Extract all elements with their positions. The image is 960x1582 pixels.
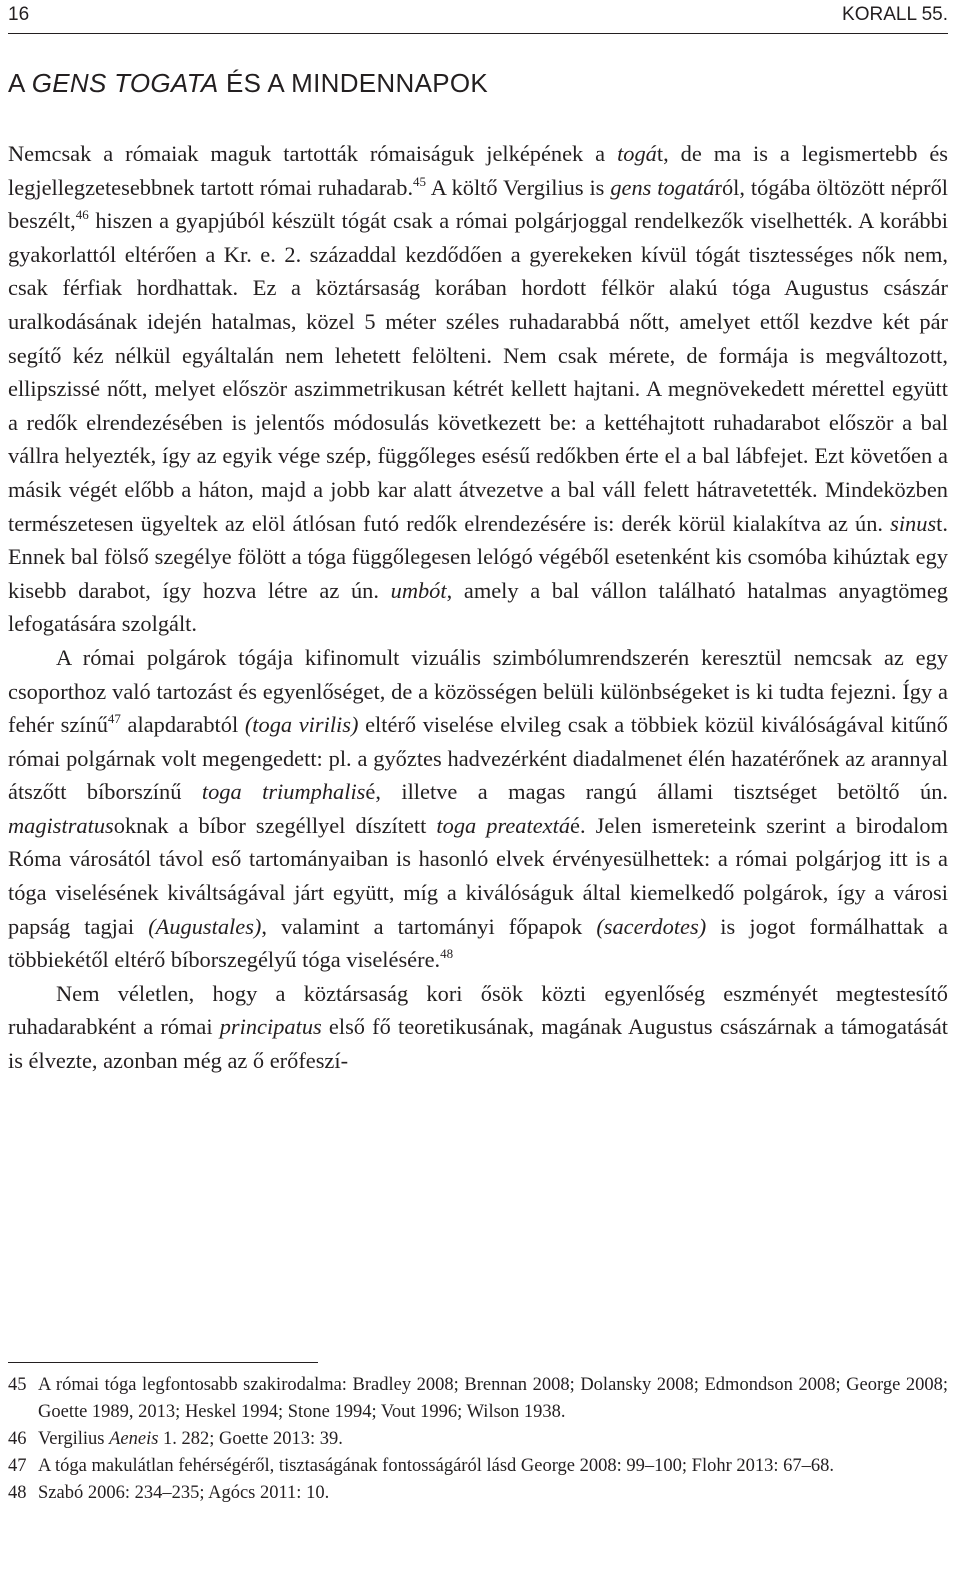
- text-run: t. Ennek bal fölső szegélye fölött a tóga függőlegesen lelógó végéből esetenként kis csomóba kihúztak egy kisebb darabot, így hozva létre az ún.: [8, 510, 948, 603]
- footnote-text: [38, 1372, 948, 1426]
- footnote: [8, 1372, 948, 1426]
- footnote-text: [38, 1426, 948, 1453]
- text-run: Szabó 2006: 234–235; Agócs 2011: 10.: [38, 1483, 330, 1503]
- text-run: alapdarabtól: [120, 712, 245, 738]
- body-text: [8, 137, 948, 1078]
- text-run: , amely a bal vállon található hatalmas anyagtömeg lefogatására szolgált.: [8, 577, 948, 637]
- italic-run: umbót: [390, 577, 447, 603]
- italic-run: gens togatá: [610, 174, 715, 200]
- text-run: Nem véletlen, hogy a köztársaság kori ősök közti egyenlőség eszményét megtestesítő ruhadarabként a római: [8, 980, 948, 1040]
- text-run: é. Jelen ismereteink szerint a birodalom Róma városától távol eső tartományaiban is hasonló elvek érvényesülhettek: a római polgárjog itt is a tóga viselésének kiváltságával járt együtt, míg a kiválóságuk által kiemelkedő polgárok, így a városi papság tagjai: [8, 812, 948, 939]
- footnote-rule: [8, 1362, 318, 1363]
- footnote-ref: 48: [440, 946, 454, 962]
- italic-run: Aeneis: [109, 1429, 159, 1449]
- paragraph: [8, 977, 948, 1078]
- italic-run: sinus: [890, 510, 937, 536]
- footnote-ref: 45: [413, 173, 427, 189]
- footnote-ref: 46: [75, 207, 89, 223]
- page-number: 16: [8, 4, 30, 25]
- footnote-text: [38, 1480, 948, 1507]
- text-run: eltérő viselése elvileg csak a többiek közül kiválóságával kitűnő római polgárnak volt megengedett: pl. a győztes hadvezérként diadalmenet élén hazatérőnek az arannyal átszőtt bíborszínű: [8, 712, 948, 805]
- footnote-text: [38, 1453, 948, 1480]
- italic-run: (toga virilis): [244, 712, 359, 738]
- footnote: [8, 1480, 948, 1507]
- footnote-ref: 47: [107, 711, 121, 727]
- footnote-number: 47: [8, 1456, 27, 1476]
- text-run: A tóga makulátlan fehérségéről, tisztaságának fontosságáról lásd George 2008: 99–100; Flohr 2013: 67–68.: [38, 1456, 835, 1476]
- italic-run: togá: [617, 141, 657, 166]
- italic-run: (sacerdotes): [596, 913, 707, 939]
- text-run: A költő Vergilius is: [426, 174, 611, 200]
- text-run: 1. 282; Goette 2013: 39.: [158, 1429, 343, 1449]
- paragraph: [8, 641, 948, 977]
- text-run: is jogot formálhattak a többiekétől eltérő bíborszegélyű tóga viselésére.: [8, 913, 948, 973]
- text-run: hiszen a gyapjúból készült tógát csak a római polgárjoggal rendelkezők viselhették. A korábbi gyakorlattól eltérően a Kr. e. 2. századdal kezdődően a gyerekeken kívül tógát tisztességes nők nem, csak férfiak hordhattak. Ez a köztársaság korában hordott félkör alakú tóga Augustus császár uralkodásának idején hatalmas, közel 5 méter széles ruhadarabbá nőtt, amelyet ettől kezdve két pár segítő kéz nélkül egyáltalán nem lehetett felölteni. Nem csak mérete, de formája is megváltozott, ellipszissé nőtt, melyet először aszimmetrikusan kétrét kellett hajtani. A megnövekedett mérettel együtt a redők elrendezésében is jelentős módosulás következett be: a kettéhajtott ruhadarabot először a bal vállra helyezték, így az egyik vége szép, függőleges esésű redőkben érte el a bal lábfejet. Ezt követően a másik végét előbb a háton, majd a jobb kar alatt átvezetve a bal váll felett hátravetették. Mindeközben természetesen ügyeltek az elöl átlósan futó redők elrendezésére is: derék körül kialakítva az ún.: [8, 208, 948, 536]
- text-run: első fő teoretikusának, magának Augustus császárnak a támogatását is élvezte, azonban még az ő erőfeszí-: [8, 1014, 948, 1074]
- text-run: Vergilius: [38, 1429, 110, 1449]
- page-header: [8, 2, 948, 30]
- footnote-number: 45: [8, 1375, 27, 1395]
- text-run: t, de ma is a legismertebb és legjellegzetesebbnek tartott római ruhadarab.: [8, 141, 948, 200]
- footnote: [8, 1426, 948, 1453]
- journal-title: KORALL 55.: [842, 4, 948, 25]
- footnotes: [8, 1372, 948, 1507]
- text-run: ról, tógába öltözött népről beszélt,: [8, 174, 948, 234]
- footnote: [8, 1453, 948, 1480]
- italic-run: principatus: [219, 1014, 322, 1040]
- section-title-part2: ÉS A MINDENNAPOK: [218, 68, 489, 98]
- text-run: Nemcsak a rómaiak maguk tartották rómaiságuk jelképének a: [8, 141, 618, 166]
- italic-run: magistratus: [8, 812, 114, 838]
- italic-run: (Augustales): [148, 913, 262, 939]
- section-title: [8, 68, 948, 99]
- section-title-italic: GENS TOGATA: [31, 68, 219, 98]
- text-run: A római tóga legfontosabb szakirodalma: Bradley 2008; Brennan 2008; Dolansky 2008; Edmondson 2008; George 2008; Goette 1989, 2013; Heskel 1994; Stone 1994; Vout 1996; Wilson 1938.: [38, 1375, 948, 1422]
- italic-run: toga preatextá: [436, 812, 571, 838]
- footnote-number: 46: [8, 1429, 27, 1449]
- footnote-number: 48: [8, 1483, 27, 1503]
- text-run: oknak a bíbor szegéllyel díszített: [113, 812, 437, 838]
- section-title-part1: A: [8, 68, 32, 98]
- header-rule: [8, 33, 948, 34]
- text-run: é, illetve a magas rangú állami tisztséget betöltő ún.: [365, 779, 949, 805]
- text-run: , valamint a tartományi főpapok: [261, 913, 597, 939]
- text-run: A római polgárok tógája kifinomult vizuális szimbólumrendszerén keresztül nemcsak az egy csoporthoz való tartozást és egyenlőséget, de a közösségen belüli különbségeket is ki tudta fejezni. Így a fehér színű: [8, 644, 948, 738]
- paragraph: [8, 137, 948, 641]
- italic-run: toga triumphalis: [201, 779, 366, 805]
